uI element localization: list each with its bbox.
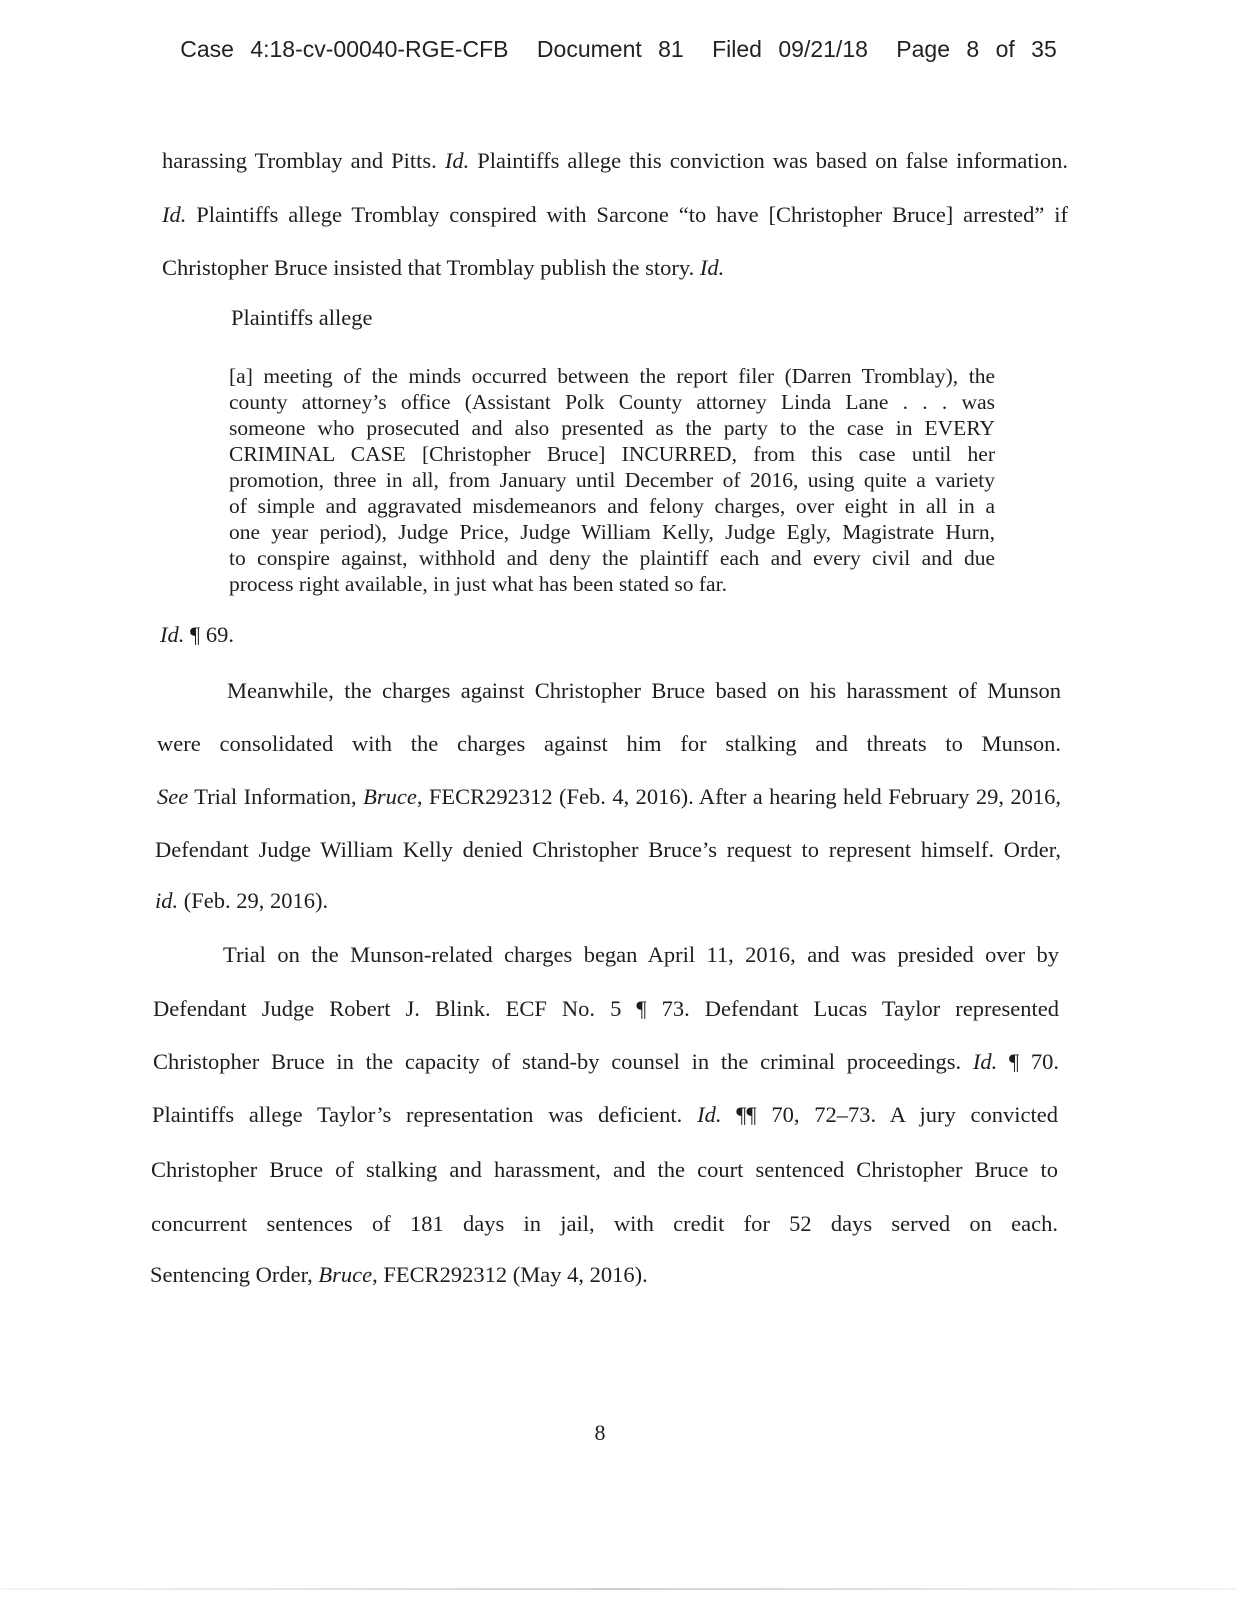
para2-line5: id. (Feb. 29, 2016). — [155, 888, 329, 913]
para2-line1: Meanwhile, the charges against Christopher Bruce based on his harassment of Munson — [227, 678, 1061, 703]
para1-line2: Id. Plaintiffs allege Tromblay conspired with Sarcone “to have [Christopher Bruce] arrested” if — [162, 202, 1068, 227]
para3-line1: Trial on the Munson-related charges began April 11, 2016, and was presided over by — [223, 942, 1059, 967]
quote-line: promotion, three in all, from January until December of 2016, using quite a variety — [229, 468, 995, 492]
para3-line4: Plaintiffs allege Taylor’s representation was deficient. Id. ¶¶ 70, 72–73. A jury convicted — [152, 1102, 1058, 1127]
quote-line: county attorney’s office (Assistant Polk County attorney Linda Lane . . . was — [229, 390, 995, 414]
para1-line3: Christopher Bruce insisted that Tromblay publish the story. Id. — [162, 255, 725, 280]
page-number: 8 — [594, 1420, 606, 1445]
quote-line: [a] meeting of the minds occurred between the report filer (Darren Tromblay), the — [229, 364, 995, 388]
quote-line: someone who prosecuted and also presented as the party to the case in EVERY — [229, 416, 995, 440]
quote-intro: Plaintiffs allege — [231, 305, 373, 330]
para3-line3: Christopher Bruce in the capacity of stand-by counsel in the criminal proceedings. Id. ¶ 70. — [153, 1049, 1060, 1074]
block-quote — [229, 363, 995, 597]
para2-line2: were consolidated with the charges against him for stalking and threats to Munson. — [157, 731, 1061, 756]
filed-date: Filed 09/21/18 — [712, 36, 868, 62]
quote-line: one year period), Judge Price, Judge William Kelly, Judge Egly, Magistrate Hurn, — [229, 520, 995, 544]
para1-line1: harassing Tromblay and Pitts. Id. Plaintiffs allege this conviction was based on false information. — [162, 148, 1068, 173]
page-indicator: Page 8 of 35 — [896, 36, 1057, 62]
quote-line: CRIMINAL CASE [Christopher Bruce] INCURRED, from this case until her — [229, 442, 995, 466]
quote-line: process right available, in just what has been stated so far. — [229, 572, 727, 596]
case-number: Case 4:18-cv-00040-RGE-CFB — [180, 36, 509, 62]
citation-para-69: Id. ¶ 69. — [160, 622, 234, 647]
para2-line3: See Trial Information, Bruce, FECR292312 (Feb. 4, 2016). After a hearing held February 29, 2016, — [157, 784, 1061, 809]
quote-line: of simple and aggravated misdemeanors and felony charges, over eight in all in a — [229, 494, 995, 518]
quote-line: to conspire against, withhold and deny the plaintiff each and every civil and due — [229, 546, 995, 570]
para2-line4: Defendant Judge William Kelly denied Christopher Bruce’s request to represent himself. Order, — [155, 837, 1061, 862]
para3-line7: Sentencing Order, Bruce, FECR292312 (May 4, 2016). — [150, 1262, 648, 1287]
para3-line6: concurrent sentences of 181 days in jail, with credit for 52 days served on each. — [151, 1211, 1058, 1236]
para3-line2: Defendant Judge Robert J. Blink. ECF No. 5 ¶ 73. Defendant Lucas Taylor represented — [153, 996, 1059, 1021]
para3-line5: Christopher Bruce of stalking and harassment, and the court sentenced Christopher Bruce to — [151, 1157, 1058, 1182]
scan-edge-shadow — [0, 1588, 1237, 1590]
case-header — [0, 36, 1237, 63]
document-number: Document 81 — [536, 36, 684, 62]
